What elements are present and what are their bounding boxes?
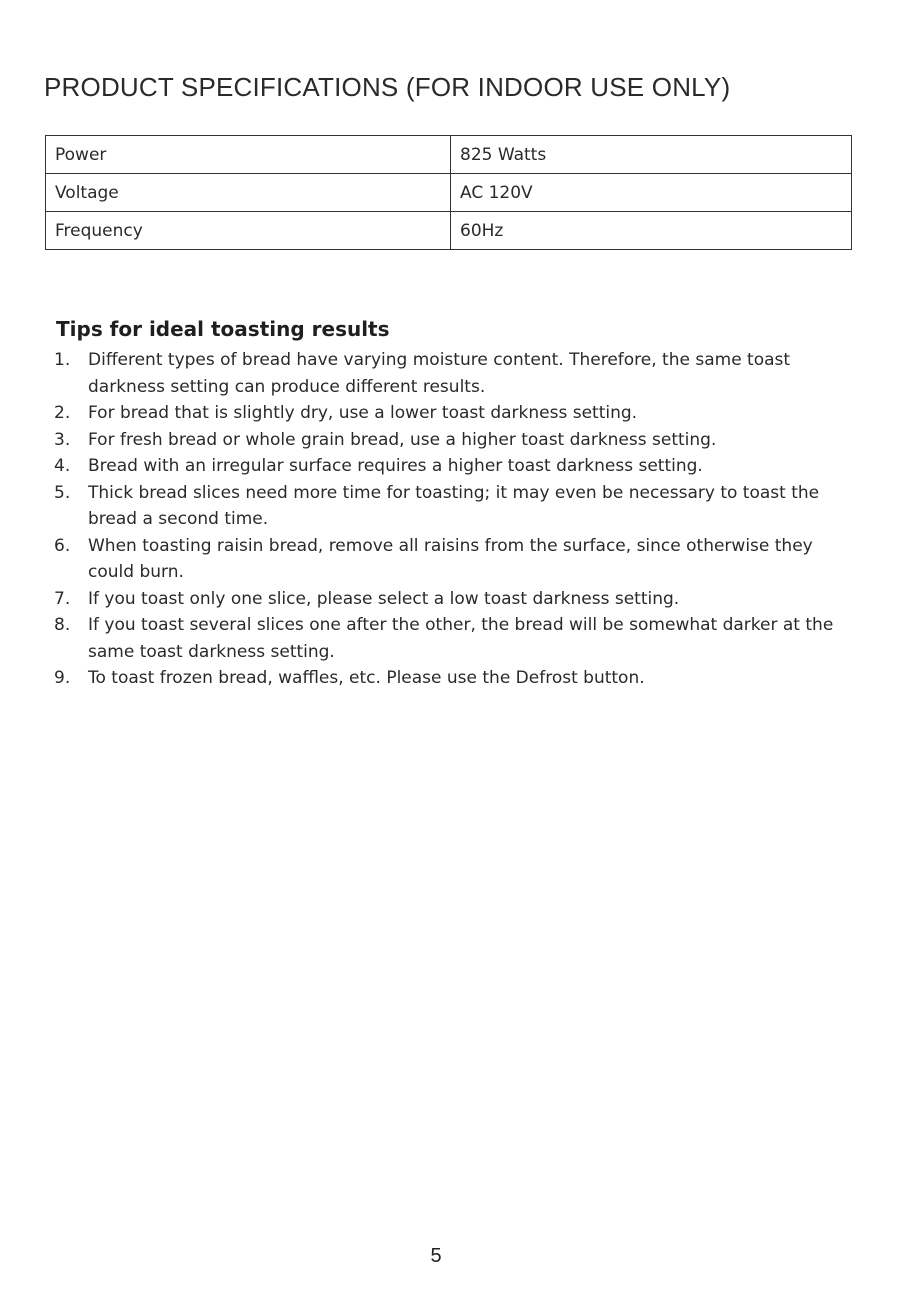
tip-text: For fresh bread or whole grain bread, use a higher toast darkness setting. — [88, 429, 717, 450]
page-number: 5 — [430, 1245, 442, 1267]
spec-label: Frequency — [46, 212, 451, 250]
tip-text: When toasting raisin bread, remove all raisins from the surface, since otherwise they could burn. — [88, 535, 813, 582]
tip-item — [54, 453, 854, 480]
tip-number: 9. — [54, 668, 71, 688]
spec-value: 825 Watts — [451, 136, 852, 174]
tip-text: For bread that is slightly dry, use a lower toast darkness setting. — [88, 403, 638, 423]
tip-number: 2. — [54, 403, 71, 423]
tip-number: 3. — [54, 429, 71, 450]
spec-label: Power — [46, 136, 451, 174]
tip-item — [54, 347, 854, 400]
tip-text: Thick bread slices need more time for toasting; it may even be necessary to toast the bread a second time. — [88, 482, 820, 529]
tip-text: Different types of bread have varying moisture content. Therefore, the same toast darkness setting can produce different results. — [88, 350, 791, 397]
tip-item — [54, 427, 854, 454]
spec-row-frequency — [46, 212, 852, 250]
tip-text: If you toast several slices one after the other, the bread will be somewhat darker at the same toast darkness setting. — [88, 615, 834, 662]
tip-text: If you toast only one slice, please select a low toast darkness setting. — [88, 588, 680, 609]
specifications-table — [45, 135, 852, 250]
tip-number: 5. — [54, 482, 71, 503]
spec-value: AC 120V — [451, 174, 852, 212]
tip-text: Bread with an irregular surface requires a higher toast darkness setting. — [88, 456, 703, 476]
spec-row-voltage — [46, 174, 852, 212]
spec-label: Voltage — [46, 174, 451, 212]
tip-number: 6. — [54, 535, 71, 556]
tip-item — [54, 586, 854, 613]
tip-item — [54, 480, 854, 533]
spec-row-power — [46, 136, 852, 174]
tips-list — [54, 347, 854, 692]
tip-number: 1. — [54, 350, 71, 370]
tip-item — [54, 533, 854, 586]
tip-number: 4. — [54, 456, 71, 476]
tip-item — [54, 400, 854, 427]
tip-text: To toast frozen bread, waffles, etc. Please use the Defrost button. — [88, 668, 645, 688]
tip-item — [54, 612, 854, 665]
tips-section — [54, 317, 854, 692]
specifications-heading: PRODUCT SPECIFICATIONS (FOR INDOOR USE ONLY) — [44, 72, 731, 102]
tips-title: Tips for ideal toasting results — [56, 317, 390, 341]
tip-number: 8. — [54, 615, 71, 635]
tip-item — [54, 665, 854, 692]
tip-number: 7. — [54, 588, 71, 609]
spec-value: 60Hz — [451, 212, 852, 250]
